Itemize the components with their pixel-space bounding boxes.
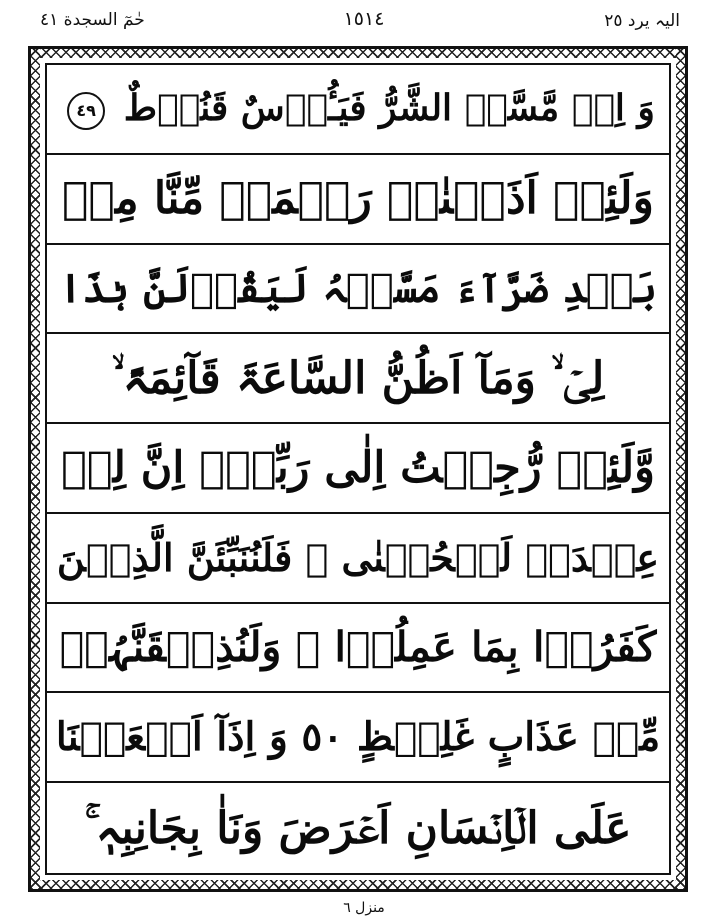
ornament-border-left <box>31 49 40 889</box>
ornament-border-top <box>31 49 685 58</box>
surah-name: حٰمٓ السجدة ٤١ <box>40 10 145 30</box>
ornament-border-right <box>676 49 685 889</box>
line-1-text: وَ اِنۡ مَّسَّہُ الشَّرُّ فَیَـُٔوۡسٌ قَنُوۡطٌ <box>123 87 655 130</box>
line-text <box>61 87 655 130</box>
page-number: ١٥١٤ <box>343 8 385 30</box>
line-2-text: وَلَئِنۡ اَذَقۡنٰہُ رَحۡمَۃً مِّنَّا مِنۡ <box>62 173 654 225</box>
manzil-footer: منزل ٦ <box>343 900 385 916</box>
text-line-9 <box>47 783 669 873</box>
text-area <box>45 63 671 875</box>
ayah-marker-49: ٤٩ <box>67 92 105 130</box>
text-line-1 <box>47 65 669 155</box>
line-5-text: وَّلَئِنۡ رُّجِعۡتُ اِلٰی رَبِّیۡۤ اِنَّ لِیۡ <box>61 442 655 493</box>
text-line-5 <box>47 424 669 514</box>
text-line-6 <box>47 514 669 604</box>
text-line-8 <box>47 693 669 783</box>
line-9-text: عَلَی الۡاِنۡسَانِ اَعۡرَضَ وَنَاٰ بِجَانِبِہٖ ۚ <box>84 802 632 854</box>
line-4-text: لِیۡ ۙ وَمَآ اَظُنُّ السَّاعَۃَ قَآئِمَۃً ۙ <box>111 352 605 404</box>
line-3-text: بَعۡدِ ضَرَّآءَ مَسَّتۡہُ لَیَقُوۡلَنَّ ہٰذَا <box>58 264 658 312</box>
line-7-text: کَفَرُوۡا بِمَا عَمِلُوۡا ۫ وَلَنُذِیۡقَنَّہُمۡ <box>59 623 657 672</box>
text-line-7 <box>47 604 669 694</box>
ornament-border-bottom <box>31 880 685 889</box>
page-header <box>0 0 728 46</box>
line-8-text: مِّنۡ عَذَابٍ غَلِیۡظٍ ٥٠ وَ اِذَآ اَنۡعَمۡنَا <box>55 714 661 761</box>
text-line-2 <box>47 155 669 245</box>
text-line-4 <box>47 334 669 424</box>
text-line-3 <box>47 245 669 335</box>
page-frame <box>28 46 688 892</box>
line-6-text: عِنۡدَہٗ لَلۡحُسۡنٰی ۚ فَلَنُنَبِّئَنَّ الَّذِیۡنَ <box>56 535 660 581</box>
para-name: الیہ یرد ٢٥ <box>604 11 680 31</box>
